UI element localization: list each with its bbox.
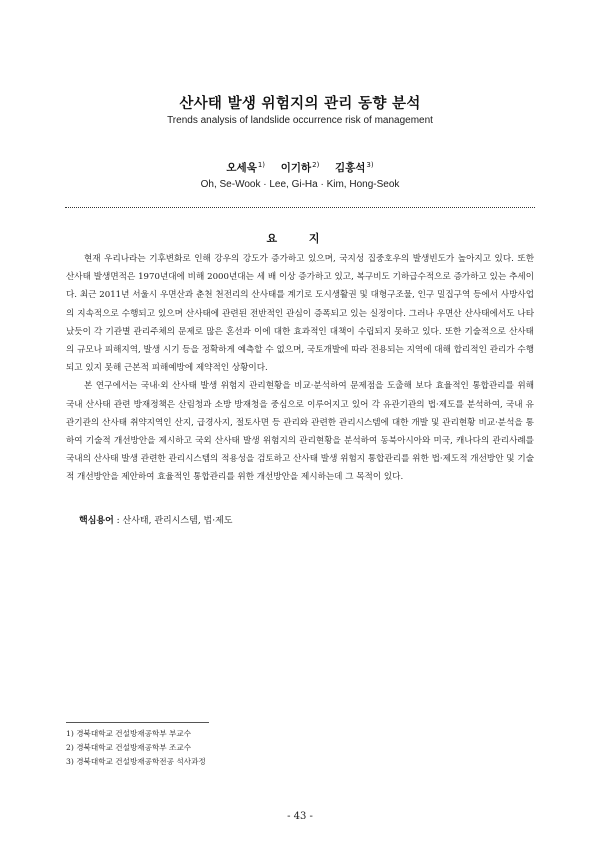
abstract-paragraph: 현재 우리나라는 기후변화로 인해 강우의 강도가 증가하고 있으며, 국지성 집중호우의 발생빈도가 높아지고 있다. 또한 산사태 발생면적은 1970년대에 비해 2000년대는 세 배 이상 증가하고 있고, 복구비도 기하급수적으로 증가하고 있는 추세이다. 최근 2011년 서울시 우면산과 춘천 천전리의 산사태를 계기로 도시생활권 및 대형구조물, 인구 밀집구역 등에서 사방사업의 지속적으로 수행되고 있으며 산사태에 관련된 전반적인 관심이 증폭되고 있는 실정이다. 그러나 우면산 산사태에서도 나타났듯이 각 기관별 관리주체의 문제로 많은 혼선과 이에 대한 효과적인 대책이 수립되지 못하고 있다. 또한 기술적으로 산사태의 규모나 피해지역, 발생 시기 등을 정확하게 예측할 수 없으며, 국토개발에 따라 전용되는 지역에 대해 합리적인 관리가 수행되고 있지 못해 근본적 피해예방에 제약적인 상황이다. (66, 254, 534, 374)
author-1 (226, 162, 265, 174)
dotted-divider (65, 207, 535, 208)
footnote: 3) 경북대학교 건설방재공학전공 석사과정 (66, 757, 206, 766)
authors-korean (0, 160, 600, 175)
abstract-body (66, 250, 534, 487)
paper-subtitle-english: Trends analysis of landslide occurrence risk of management (167, 115, 433, 126)
authors-english: Oh, Se-Wook · Lee, Gi-Ha · Kim, Hong-Seok (200, 179, 400, 190)
abstract-heading: 요 지 (266, 232, 334, 245)
footnote-rule (66, 722, 209, 723)
author-footnote-mark: 1) (257, 160, 266, 169)
footnotes (66, 727, 366, 769)
author-footnote-mark: 2) (312, 160, 320, 169)
keywords-label: 핵심용어 (79, 516, 114, 526)
author-name: 이기하 (280, 162, 312, 174)
keywords-line (79, 513, 539, 526)
author-name: 오세욱 (226, 162, 257, 174)
footnote: 1) 경북대학교 건설방재공학부 부교수 (66, 729, 192, 738)
author-3 (335, 162, 374, 174)
author-footnote-mark: 3) (366, 160, 374, 169)
paper-title: 산사태 발생 위험지의 관리 동향 분석 (179, 95, 421, 112)
keywords-list: : 산사태, 관리시스템, 법·제도 (116, 516, 233, 526)
author-name: 김홍석 (334, 162, 366, 174)
abstract-paragraph: 본 연구에서는 국내·외 산사태 발생 위험지 관리현황을 비교·분석하여 문제점을 도출해 보다 효율적인 통합관리를 위해 국내 산사태 관련 방재정책은 산림청과 소방 방재청을 중심으로 이루어지고 있어 각 유관기관의 법·제도를 분석하여, 국내 유관기관의 산사태 취약지역인 산지, 급경사지, 절토사면 등 관리와 관련한 관리시스템에 대한 개발 및 관리현황 비교·분석을 통하여 기술적 개선방안을 제시하고 국외 산사태 발생 위험지의 관리현황을 분석하여 동북아시아와 미국, 캐나다의 관리사례를 국내의 산사태 발생 관련한 관리시스템의 적용성을 검토하고 산사태 발생 위험지 통합관리를 위한 법·제도적 개선방안 및 기술적 개선방안을 제안하여 효율적인 통합관리를 위한 개선방안을 제시하는데 그 목적이 있다. (66, 381, 534, 483)
author-2 (281, 162, 320, 174)
page-number: - 43 - (287, 811, 313, 822)
footnote: 2) 경북대학교 건설방재공학부 조교수 (66, 743, 192, 752)
